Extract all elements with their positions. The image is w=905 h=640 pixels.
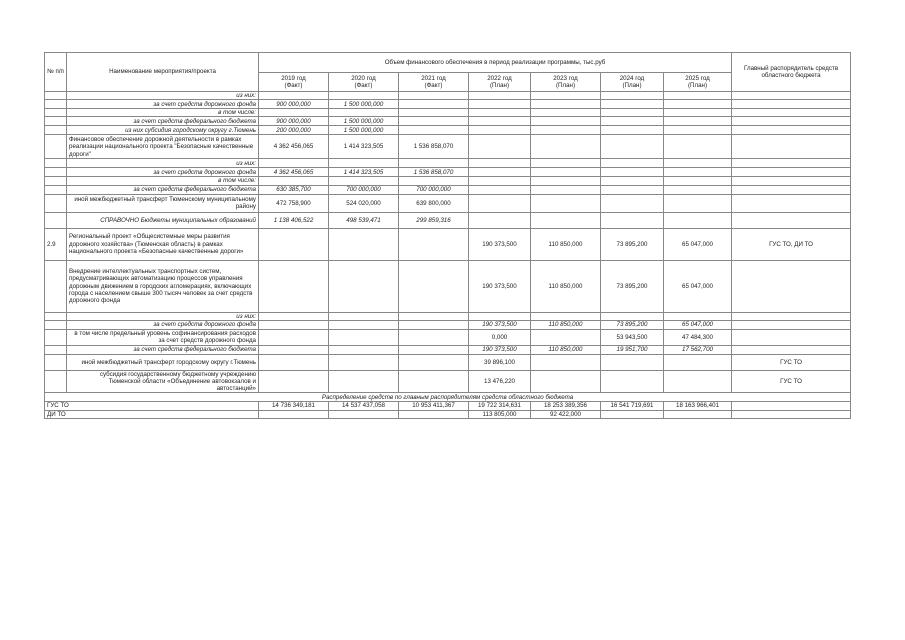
row-value <box>329 109 399 117</box>
header-year-label: 2019 год <box>281 74 306 82</box>
row-value: 1 500 000,000 <box>329 126 399 135</box>
row-value: 524 020,000 <box>329 194 399 212</box>
row-value <box>601 194 664 212</box>
row-value <box>601 135 664 159</box>
distribution-manager-empty <box>732 402 851 410</box>
row-name: СПРАВОЧНО Бюджеты муниципальных образований <box>67 212 259 228</box>
row-value <box>601 177 664 185</box>
row-value <box>601 168 664 177</box>
row-name: Финансовое обеспечение дорожной деятельности в рамках реализации национального проекта "Безопасные качественные дороги" <box>67 135 259 159</box>
row-value: 190 373,500 <box>469 345 531 354</box>
row-value <box>601 354 664 370</box>
row-value <box>601 126 664 135</box>
row-value <box>664 117 732 126</box>
row-value <box>329 228 399 260</box>
row-num: 2.9 <box>45 228 67 260</box>
header-year-kind: (Факт) <box>424 82 443 89</box>
row-value <box>399 177 469 185</box>
row-num <box>45 329 67 345</box>
row-value <box>399 260 469 312</box>
row-value <box>469 312 531 320</box>
row-value <box>399 126 469 135</box>
row-value: 190 373,500 <box>469 260 531 312</box>
row-value <box>399 354 469 370</box>
table-row <box>45 135 851 159</box>
row-value <box>469 212 531 228</box>
row-value: 1 138 406,522 <box>259 212 329 228</box>
row-name: из них: <box>67 312 259 320</box>
header-year-3 <box>469 73 531 92</box>
row-value <box>664 100 732 109</box>
row-name: из них: <box>67 92 259 100</box>
header-year-label: 2025 год <box>685 74 710 82</box>
row-value: 73 895,200 <box>601 228 664 260</box>
row-num <box>45 260 67 312</box>
table-row <box>45 194 851 212</box>
row-name: иной межбюджетный трансферт городскому округу г.Тюмень <box>67 354 259 370</box>
row-value <box>664 135 732 159</box>
row-num <box>45 159 67 168</box>
distribution-manager-empty <box>732 410 851 418</box>
row-manager <box>732 345 851 354</box>
row-value <box>469 194 531 212</box>
row-value <box>601 109 664 117</box>
row-value: 4 362 456,065 <box>259 135 329 159</box>
row-value: 472 758,900 <box>259 194 329 212</box>
row-name: за счет средств федерального бюджета <box>67 117 259 126</box>
distribution-title-row <box>45 393 851 402</box>
row-value <box>601 159 664 168</box>
table-row <box>45 212 851 228</box>
row-value <box>531 177 601 185</box>
row-name: за счет средств федерального бюджета <box>67 345 259 354</box>
row-num <box>45 194 67 212</box>
table-row <box>45 329 851 345</box>
row-value: 1 536 858,070 <box>399 135 469 159</box>
header-year-1 <box>329 73 399 92</box>
row-value <box>329 370 399 393</box>
row-value <box>531 135 601 159</box>
table-row <box>45 126 851 135</box>
row-value <box>399 228 469 260</box>
row-manager <box>732 109 851 117</box>
row-value <box>601 100 664 109</box>
distribution-value <box>399 410 469 418</box>
row-manager <box>732 260 851 312</box>
row-value <box>601 117 664 126</box>
row-value: 190 373,500 <box>469 320 531 329</box>
row-value: 47 484,300 <box>664 329 732 345</box>
row-value: 1 414 323,505 <box>329 168 399 177</box>
row-num <box>45 100 67 109</box>
row-num <box>45 320 67 329</box>
row-value <box>664 312 732 320</box>
row-value <box>259 370 329 393</box>
table-row <box>45 345 851 354</box>
row-value: 19 951,700 <box>601 345 664 354</box>
row-num <box>45 212 67 228</box>
row-manager <box>732 92 851 100</box>
row-value <box>259 320 329 329</box>
row-num <box>45 135 67 159</box>
header-year-kind: (План) <box>622 82 642 89</box>
row-value: 1 414 323,505 <box>329 135 399 159</box>
row-value <box>329 159 399 168</box>
distribution-value: 16 541 719,691 <box>601 402 664 410</box>
row-manager <box>732 126 851 135</box>
row-value: 110 850,000 <box>531 228 601 260</box>
row-value <box>259 109 329 117</box>
table-row <box>45 228 851 260</box>
header-year-0 <box>259 73 329 92</box>
row-value: 190 373,500 <box>469 228 531 260</box>
row-manager <box>732 159 851 168</box>
row-value <box>531 100 601 109</box>
distribution-name: ДИ ТО <box>45 410 259 418</box>
row-value <box>531 109 601 117</box>
header-year-kind: (Факт) <box>354 82 373 89</box>
row-value <box>399 100 469 109</box>
row-value: 110 850,000 <box>531 320 601 329</box>
row-value <box>329 329 399 345</box>
document-page <box>44 52 850 419</box>
table-row <box>45 109 851 117</box>
header-year-label: 2021 год <box>421 74 446 82</box>
header-manager: Главный распорядитель средств областного бюджета <box>732 53 851 92</box>
table-row <box>45 370 851 393</box>
header-volume: Объем финансового обеспечения в период реализации программы, тыс.руб <box>259 53 732 73</box>
header-year-label: 2023 год <box>553 74 578 82</box>
row-value <box>399 329 469 345</box>
row-value <box>531 370 601 393</box>
row-value: 0,000 <box>469 329 531 345</box>
row-name: в том числе предельный уровень софинансирования расходов за счет средств дорожного фонда <box>67 329 259 345</box>
row-name: за счет средств дорожного фонда <box>67 168 259 177</box>
row-value <box>469 126 531 135</box>
row-value: 700 000,000 <box>399 185 469 194</box>
distribution-value: 18 163 966,401 <box>664 402 732 410</box>
row-value <box>399 370 469 393</box>
row-value <box>601 312 664 320</box>
row-value <box>601 370 664 393</box>
row-name: в том числе: <box>67 177 259 185</box>
row-name: субсидия государственному бюджетному учреждению Тюменской области «Объединение автовокзалов и автостанций» <box>67 370 259 393</box>
row-value <box>664 159 732 168</box>
header-year-label: 2022 год <box>487 74 512 82</box>
row-num <box>45 92 67 100</box>
row-value <box>329 260 399 312</box>
row-value: 4 362 456,065 <box>259 168 329 177</box>
row-name: Региональный проект «Общесистемные меры развития дорожного хозяйства» (Тюменская область) в рамках национального проекта «Безопасные качественные дороги» <box>67 228 259 260</box>
distribution-value: 10 953 411,367 <box>399 402 469 410</box>
row-manager: ГУС ТО <box>732 370 851 393</box>
row-value: 53 943,500 <box>601 329 664 345</box>
table-row <box>45 100 851 109</box>
header-year-kind: (План) <box>489 82 510 89</box>
distribution-value <box>329 410 399 418</box>
row-value <box>469 159 531 168</box>
table-row <box>45 159 851 168</box>
row-name: из них субсидия городскому округу г.Тюмень <box>67 126 259 135</box>
row-manager <box>732 117 851 126</box>
row-value <box>531 329 601 345</box>
row-name: за счет средств дорожного фонда <box>67 320 259 329</box>
row-value <box>469 168 531 177</box>
row-value <box>399 320 469 329</box>
row-value: 65 047,000 <box>664 260 732 312</box>
row-manager <box>732 212 851 228</box>
header-year-6 <box>664 73 732 92</box>
row-value: 110 850,000 <box>531 260 601 312</box>
distribution-value: 19 722 314,631 <box>469 402 531 410</box>
row-num <box>45 354 67 370</box>
row-value <box>664 354 732 370</box>
row-value <box>399 109 469 117</box>
header-num: № п/п <box>45 53 67 92</box>
row-value <box>531 117 601 126</box>
row-num <box>45 168 67 177</box>
row-manager <box>732 312 851 320</box>
row-value <box>399 345 469 354</box>
row-value <box>601 92 664 100</box>
row-value <box>399 312 469 320</box>
row-value <box>664 126 732 135</box>
row-value <box>329 92 399 100</box>
header-year-kind: (План) <box>687 82 708 89</box>
row-value: 299 859,316 <box>399 212 469 228</box>
row-value <box>329 345 399 354</box>
distribution-value <box>664 410 732 418</box>
row-value <box>469 100 531 109</box>
row-num <box>45 117 67 126</box>
row-value <box>259 329 329 345</box>
row-num <box>45 345 67 354</box>
row-manager <box>732 100 851 109</box>
distribution-value: 14 537 437,058 <box>329 402 399 410</box>
row-value: 65 047,000 <box>664 228 732 260</box>
row-value: 200 000,000 <box>259 126 329 135</box>
row-value <box>664 185 732 194</box>
table-row <box>45 185 851 194</box>
row-value <box>399 117 469 126</box>
row-value <box>329 177 399 185</box>
row-value: 498 539,471 <box>329 212 399 228</box>
row-value <box>469 109 531 117</box>
row-value <box>469 92 531 100</box>
row-value <box>399 159 469 168</box>
table-row <box>45 92 851 100</box>
row-value <box>531 354 601 370</box>
row-name: Внедрение интеллектуальных транспортных систем, предусматривающих автоматизацию процессов управления дорожным движением в городских агломерациях, включающих города с населением свыше 300 тысяч человек за счет средств дорожного фонда <box>67 260 259 312</box>
row-value: 900 000,000 <box>259 117 329 126</box>
distribution-value: 18 253 389,356 <box>531 402 601 410</box>
header-year-label: 2020 год <box>351 74 376 82</box>
row-num <box>45 370 67 393</box>
row-num <box>45 312 67 320</box>
row-manager <box>732 185 851 194</box>
row-value <box>601 212 664 228</box>
row-value <box>259 92 329 100</box>
row-name: за счет средств федерального бюджета <box>67 185 259 194</box>
row-value: 630 385,700 <box>259 185 329 194</box>
row-manager <box>732 177 851 185</box>
row-value <box>259 260 329 312</box>
distribution-row <box>45 410 851 418</box>
row-value <box>531 168 601 177</box>
table-row <box>45 168 851 177</box>
row-value <box>664 194 732 212</box>
row-value <box>469 135 531 159</box>
row-value: 110 850,000 <box>531 345 601 354</box>
distribution-name: ГУС ТО <box>45 402 259 410</box>
distribution-title: Распределение средств по главным распорядителям средств областного бюджета <box>45 393 851 402</box>
row-num <box>45 177 67 185</box>
row-name: за счет средств дорожного фонда <box>67 100 259 109</box>
table-row <box>45 260 851 312</box>
row-value: 1 500 000,000 <box>329 117 399 126</box>
row-manager: ГУС ТО, ДИ ТО <box>732 228 851 260</box>
row-value: 1 536 858,070 <box>399 168 469 177</box>
row-value <box>531 92 601 100</box>
row-value <box>259 345 329 354</box>
row-value <box>531 194 601 212</box>
header-year-kind: (Факт) <box>284 82 303 89</box>
header-year-4 <box>531 73 601 92</box>
row-manager <box>732 135 851 159</box>
row-value: 639 800,000 <box>399 194 469 212</box>
row-manager: ГУС ТО <box>732 354 851 370</box>
row-manager <box>732 320 851 329</box>
row-manager <box>732 329 851 345</box>
row-value: 17 562,700 <box>664 345 732 354</box>
row-num <box>45 126 67 135</box>
table-row <box>45 117 851 126</box>
distribution-value: 92 422,000 <box>531 410 601 418</box>
row-value <box>399 92 469 100</box>
row-value <box>469 177 531 185</box>
row-value: 1 500 000,000 <box>329 100 399 109</box>
row-name: иной межбюджетный трансферт Тюменскому муниципальному району <box>67 194 259 212</box>
row-value <box>664 109 732 117</box>
row-value <box>329 320 399 329</box>
row-value <box>664 92 732 100</box>
financing-table <box>44 52 851 419</box>
row-value <box>664 168 732 177</box>
row-value <box>329 312 399 320</box>
row-value <box>531 126 601 135</box>
row-value <box>259 354 329 370</box>
distribution-row <box>45 402 851 410</box>
distribution-value <box>601 410 664 418</box>
distribution-value: 113 805,000 <box>469 410 531 418</box>
distribution-value <box>259 410 329 418</box>
row-num <box>45 185 67 194</box>
row-manager <box>732 194 851 212</box>
header-name: Наименование мероприятия/проекта <box>67 53 259 92</box>
row-value <box>664 212 732 228</box>
row-value <box>259 312 329 320</box>
table-row <box>45 320 851 329</box>
table-row <box>45 177 851 185</box>
row-value <box>329 354 399 370</box>
row-manager <box>732 168 851 177</box>
row-value: 700 000,000 <box>329 185 399 194</box>
row-value: 13 476,220 <box>469 370 531 393</box>
row-value <box>531 159 601 168</box>
row-value <box>259 177 329 185</box>
row-value: 65 047,000 <box>664 320 732 329</box>
row-value <box>531 212 601 228</box>
header-year-2 <box>399 73 469 92</box>
row-value: 39 896,100 <box>469 354 531 370</box>
row-value: 900 000,000 <box>259 100 329 109</box>
row-value <box>469 185 531 194</box>
row-value <box>664 177 732 185</box>
row-value <box>531 185 601 194</box>
row-value <box>259 159 329 168</box>
header-year-kind: (План) <box>555 82 576 89</box>
row-name: из них: <box>67 159 259 168</box>
table-row <box>45 312 851 320</box>
header-year-5 <box>601 73 664 92</box>
row-value <box>601 185 664 194</box>
row-value <box>664 370 732 393</box>
distribution-value: 14 736 349,181 <box>259 402 329 410</box>
row-value <box>259 228 329 260</box>
row-name: в том числе: <box>67 109 259 117</box>
row-num <box>45 109 67 117</box>
row-value <box>469 117 531 126</box>
table-row <box>45 354 851 370</box>
header-year-label: 2024 год <box>619 74 645 82</box>
row-value: 73 895,200 <box>601 320 664 329</box>
row-value <box>531 312 601 320</box>
row-value: 73 895,200 <box>601 260 664 312</box>
